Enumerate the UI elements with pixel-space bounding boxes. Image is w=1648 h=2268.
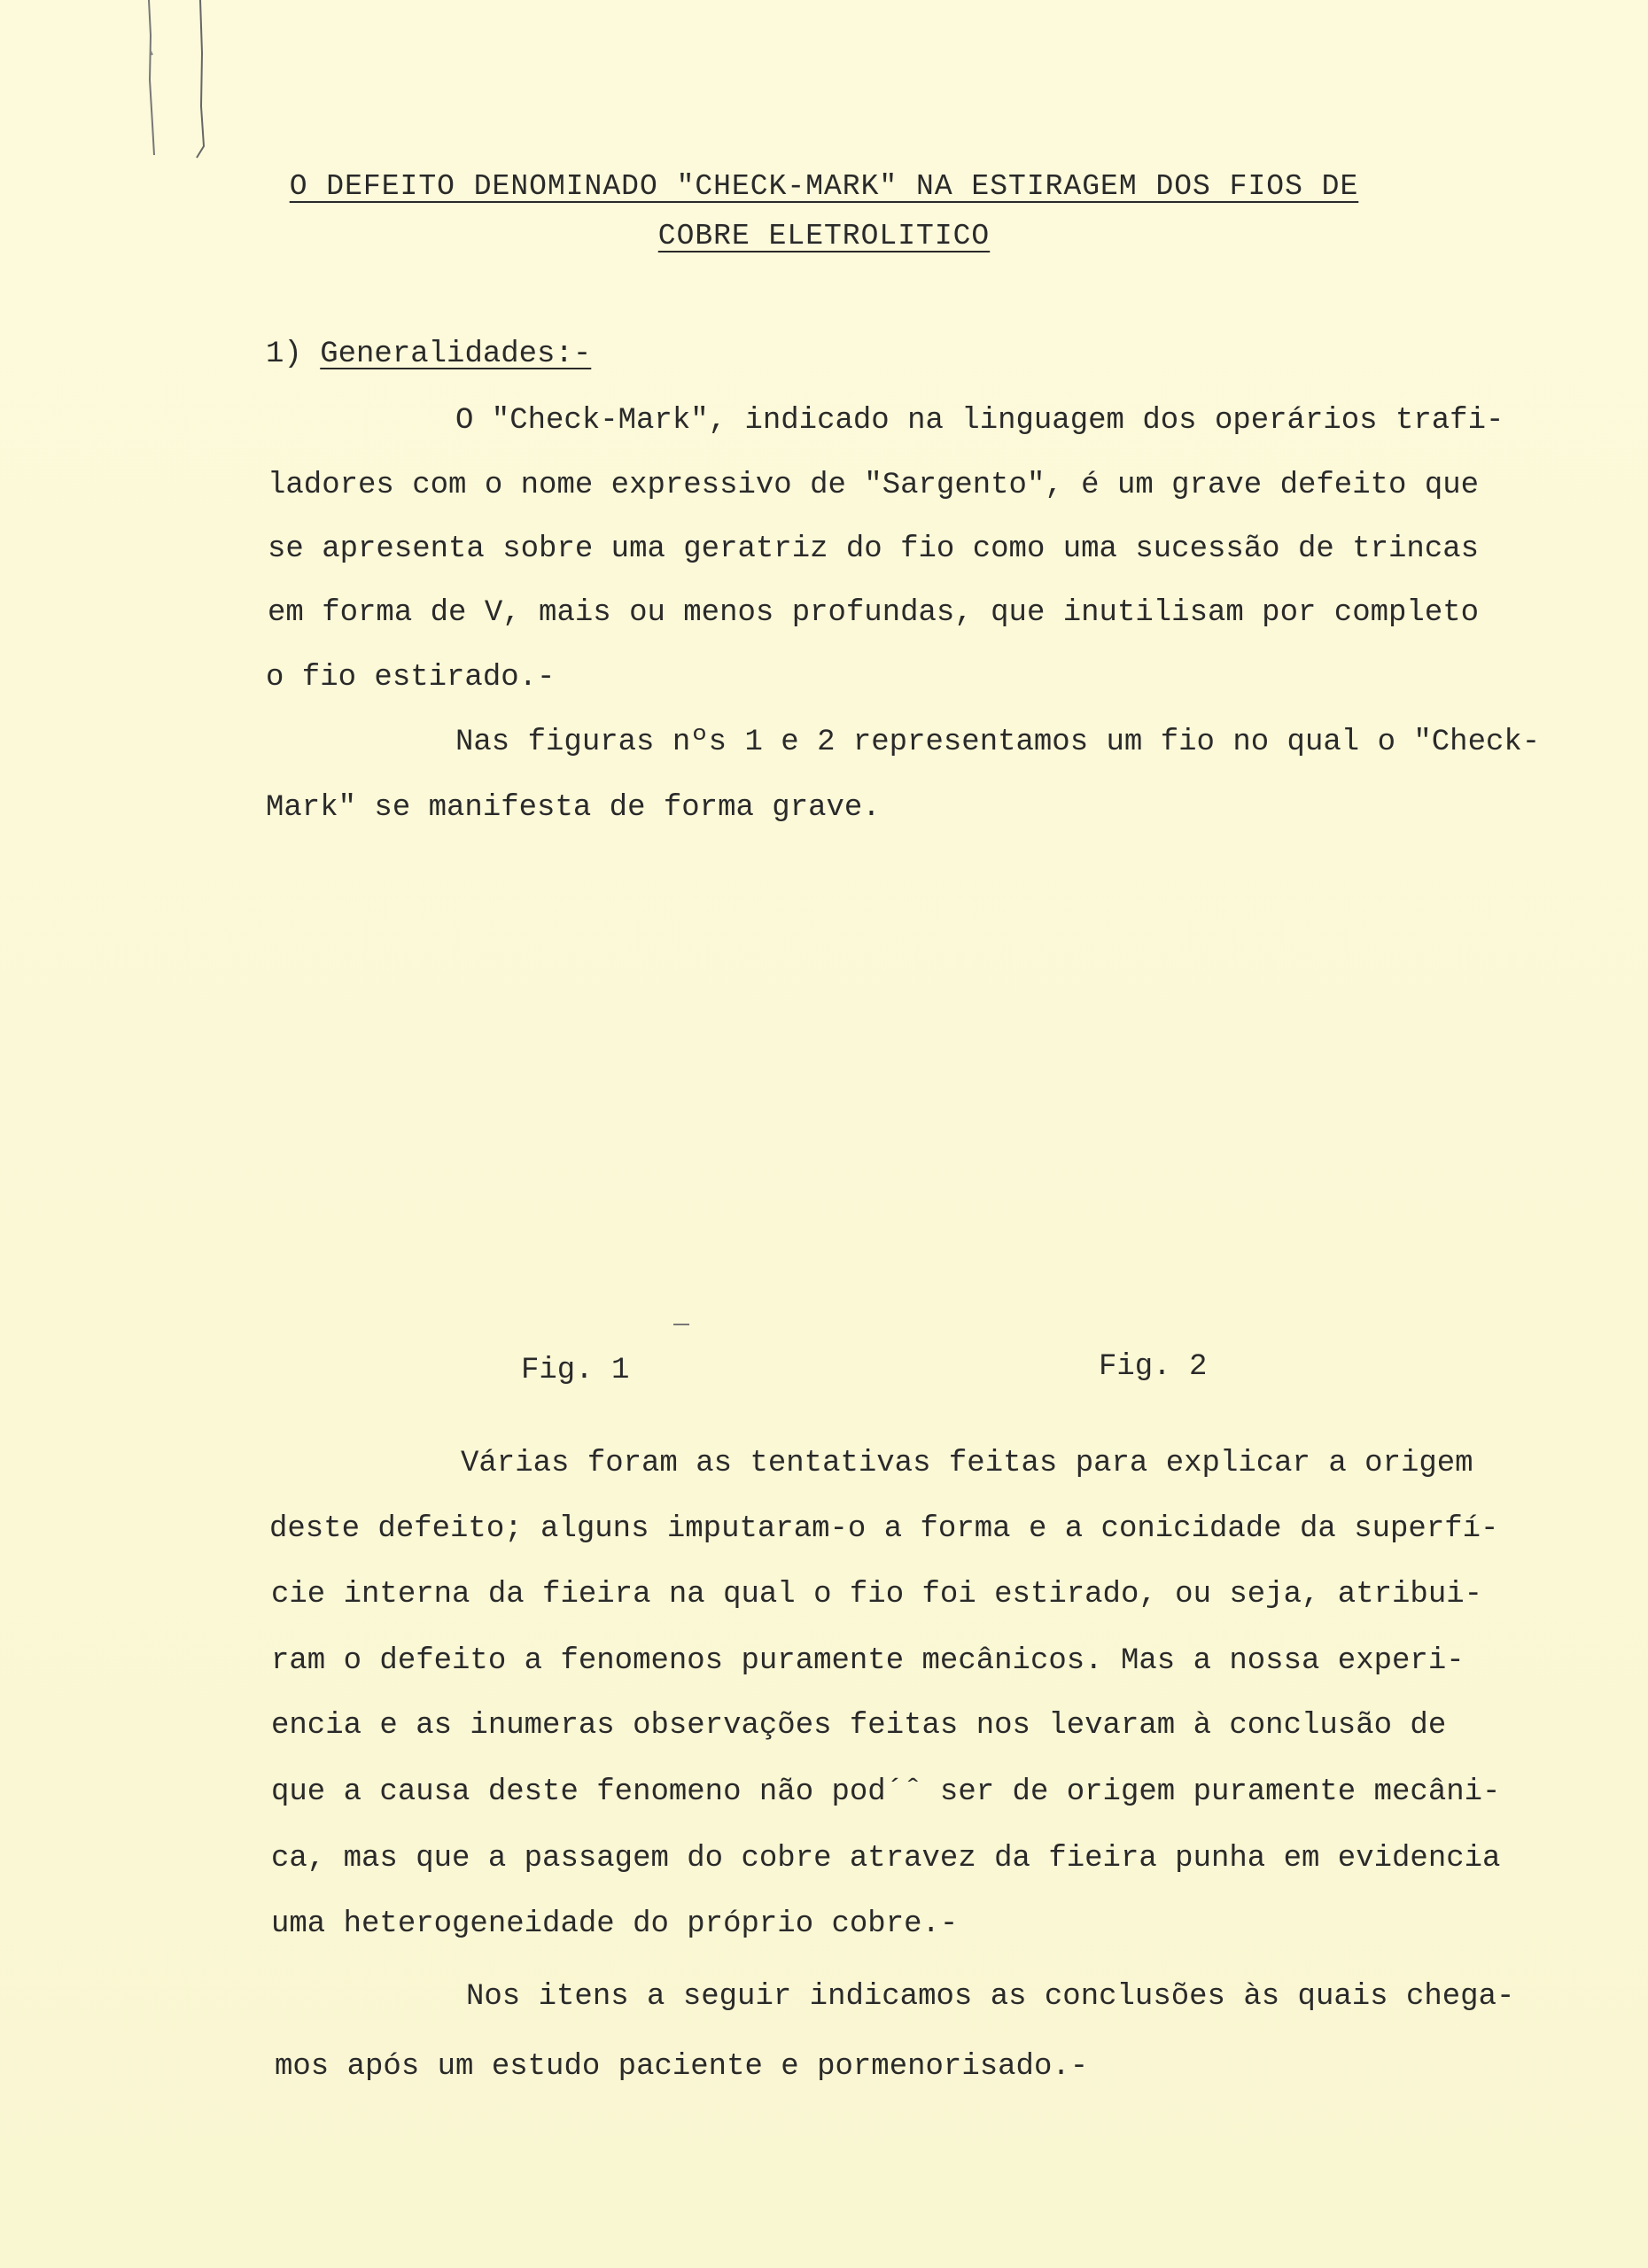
paragraph4-line: Nos itens a seguir indicamos as conclusões às quais chega- [466, 1980, 1515, 2014]
paragraph3-line: Várias foram as tentativas feitas para explicar a origem [461, 1447, 1473, 1480]
paragraph1-line: em forma de V, mais ou menos profundas, que inutilisam por completo [268, 596, 1480, 630]
figure-2-label: Fig. 2 [1099, 1350, 1208, 1384]
section-heading-text: Generalidades:- [320, 338, 592, 371]
title-text-2: COBRE ELETROLITICO [657, 220, 991, 252]
section-heading [266, 337, 591, 372]
paragraph2-line: Nas figuras nºs 1 e 2 representamos um fio no qual o "Check- [455, 726, 1541, 759]
title-text-1: O DEFEITO DENOMINADO "CHECK-MARK" NA ESTIRAGEM DOS FIOS DE [289, 170, 1359, 203]
paragraph3-line: encia e as inumeras observações feitas nos levaram à conclusão de [271, 1709, 1447, 1743]
paragraph1-line: se apresenta sobre uma geratriz do fio como uma sucessão de trincas [268, 532, 1480, 566]
paragraph1-line: ladores com o nome expressivo de "Sargento", é um grave defeito que [268, 469, 1480, 502]
document-title-line-1 [0, 170, 1648, 203]
stray-mark [673, 1324, 689, 1325]
document-title-line-2 [0, 220, 1648, 252]
paragraph3-line: cie interna da fieira na qual o fio foi estirado, ou seja, atribui- [271, 1578, 1483, 1612]
paragraph3-line: ram o defeito a fenomenos puramente mecânicos. Mas a nossa experi- [271, 1644, 1465, 1678]
binding-marks-icon [142, 0, 213, 159]
paragraph2-line: Mark" se manifesta de forma grave. [266, 791, 881, 825]
paragraph3-line: ca, mas que a passagem do cobre atravez da fieira punha em evidencia [271, 1842, 1501, 1876]
paragraph4-line: mos após um estudo paciente e pormenorisado.- [275, 2050, 1089, 2084]
paragraph1-line: o fio estirado.- [266, 661, 556, 695]
figure-1-label: Fig. 1 [521, 1354, 630, 1387]
paragraph3-line: que a causa deste fenomeno não pod´ˆ ser de origem puramente mecâni- [271, 1775, 1501, 1809]
paragraph3-line: uma heterogeneidade do próprio cobre.- [271, 1907, 959, 1941]
section-number: 1) [266, 338, 302, 371]
paragraph3-line: deste defeito; alguns imputaram-o a forma e a conicidade da superfí- [269, 1512, 1499, 1546]
paragraph1-line: O "Check-Mark", indicado na linguagem dos operários trafi- [455, 404, 1504, 438]
